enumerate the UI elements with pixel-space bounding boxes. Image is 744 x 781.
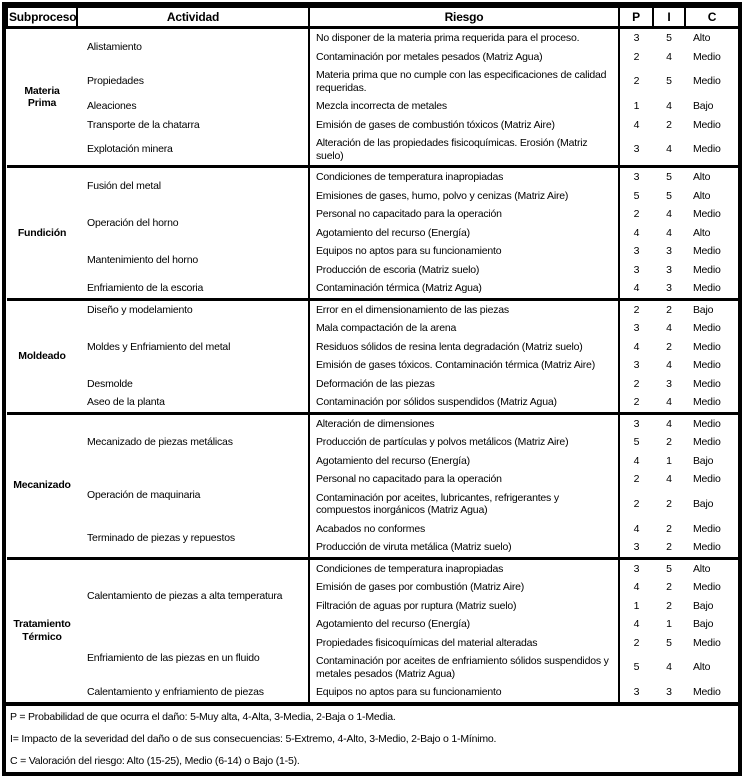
- c-value-cell: Bajo: [693, 454, 714, 467]
- c-value-cell: Medio: [693, 417, 721, 430]
- c-value-cell: Alto: [693, 171, 711, 183]
- actividad-cell: Explotación minera: [77, 134, 309, 167]
- c-value-cell: Medio: [693, 436, 721, 448]
- risk-row: [7, 167, 739, 187]
- riesgo-cell: Propiedades fisicoquímicas del material alteradas: [309, 634, 619, 653]
- i-value-cell: 4: [666, 208, 672, 220]
- i-value-cell: 5: [666, 75, 672, 88]
- p-value-cell: 4: [633, 118, 640, 131]
- riesgo-cell: Emisiones de gases, humo, polvo y cenizas (Matriz Aire): [309, 187, 619, 206]
- riesgo-cell: Error en el dimensionamiento de las piezas: [309, 299, 619, 319]
- p-value-cell: 3: [633, 143, 640, 156]
- i-value-cell: 4: [666, 322, 672, 334]
- c-value-cell: Medio: [693, 50, 721, 63]
- riesgo-cell: Mezcla incorrecta de metales: [309, 97, 619, 116]
- actividad-cell: Moldes y Enfriamiento del metal: [77, 319, 309, 375]
- actividad-cell: Diseño y modelamiento: [77, 299, 309, 319]
- i-value-cell: 3: [666, 263, 672, 276]
- riesgo-cell: Producción de viruta metálica (Matriz suelo): [309, 538, 619, 558]
- risk-table-frame: [2, 2, 742, 776]
- i-value-cell: 2: [666, 303, 672, 316]
- footnote-p: P = Probabilidad de que ocurra el daño: 5-Muy alta, 4-Alta, 3-Media, 2-Baja o 1-Media.: [10, 710, 396, 723]
- p-value-cell: 4: [633, 454, 640, 467]
- c-value-cell: Medio: [693, 541, 721, 553]
- c-value-cell: Alto: [693, 189, 711, 202]
- p-value-cell: 3: [633, 32, 640, 44]
- i-value-cell: 5: [666, 32, 672, 44]
- c-value-cell: Medio: [693, 245, 721, 257]
- riesgo-cell: Alteración de dimensiones: [309, 413, 619, 433]
- i-value-cell: 4: [666, 661, 672, 674]
- i-value-cell: 2: [666, 541, 672, 553]
- p-value-cell: 2: [633, 377, 640, 390]
- p-value-cell: 2: [633, 473, 640, 485]
- c-value-cell: Bajo: [693, 100, 714, 112]
- i-value-cell: 3: [666, 377, 672, 390]
- riesgo-cell: Personal no capacitado para la operación: [309, 205, 619, 224]
- i-value-cell: 4: [666, 396, 672, 408]
- footnote-c: C = Valoración del riesgo: Alto (15-25), Medio (6-14) o Bajo (1-5).: [10, 754, 300, 767]
- c-value-cell: Medio: [693, 522, 721, 535]
- subproceso-cell: Moldeado: [18, 349, 66, 362]
- riesgo-cell: Contaminación por aceites, lubricantes, refrigerantes y compuestos inorgánicos (Matriz Agua): [309, 489, 619, 520]
- c-value-cell: Medio: [693, 263, 721, 276]
- section-mecanizado: [7, 413, 739, 558]
- c-value-cell: Medio: [693, 377, 721, 390]
- c-value-cell: Medio: [693, 322, 721, 334]
- c-value-cell: Bajo: [693, 599, 714, 612]
- actividad-cell: Operación de maquinaria: [77, 470, 309, 520]
- risk-row: [7, 520, 739, 539]
- risk-row: [7, 66, 739, 97]
- i-value-cell: 2: [666, 599, 672, 612]
- i-value-cell: 2: [666, 522, 672, 535]
- riesgo-cell: Contaminación térmica (Matriz Agua): [309, 279, 619, 299]
- p-value-cell: 2: [633, 396, 640, 408]
- subproceso-cell: Mecanizado: [13, 479, 71, 492]
- c-value-cell: Alto: [693, 661, 711, 674]
- actividad-cell: Aseo de la planta: [77, 393, 309, 413]
- c-value-cell: Medio: [693, 75, 721, 88]
- actividad-cell: Aleaciones: [77, 97, 309, 116]
- risk-row: [7, 116, 739, 135]
- riesgo-cell: Mala compactación de la arena: [309, 319, 619, 338]
- p-value-cell: 2: [633, 50, 640, 63]
- i-value-cell: 2: [666, 581, 672, 593]
- i-value-cell: 4: [666, 417, 672, 430]
- actividad-cell: Alistamiento: [77, 28, 309, 67]
- p-value-cell: 3: [633, 417, 640, 430]
- i-value-cell: 4: [666, 50, 672, 63]
- col-header-i: I: [653, 7, 685, 28]
- actividad-cell: Mecanizado de piezas metálicas: [77, 413, 309, 470]
- riesgo-cell: Equipos no aptos para su funcionamiento: [309, 242, 619, 261]
- p-value-cell: 2: [633, 75, 640, 88]
- risk-row: [7, 393, 739, 413]
- riesgo-cell: Deformación de las piezas: [309, 375, 619, 394]
- section-materia-prima: [7, 28, 739, 167]
- c-value-cell: Medio: [693, 473, 721, 485]
- riesgo-cell: Contaminación por sólidos suspendidos (Matriz Agua): [309, 393, 619, 413]
- p-value-cell: 5: [633, 189, 640, 202]
- c-value-cell: Medio: [693, 143, 721, 156]
- riesgo-cell: Equipos no aptos para su funcionamiento: [309, 683, 619, 702]
- col-header-subproceso: Subproceso: [7, 7, 77, 28]
- risk-row: [7, 242, 739, 261]
- i-value-cell: 3: [666, 245, 672, 257]
- p-value-cell: 5: [633, 436, 640, 448]
- riesgo-cell: Personal no capacitado para la operación: [309, 470, 619, 489]
- risk-row: [7, 413, 739, 433]
- p-value-cell: 4: [633, 282, 640, 294]
- riesgo-cell: Emisión de gases tóxicos. Contaminación térmica (Matriz Aire): [309, 356, 619, 375]
- actividad-cell: Calentamiento y enfriamiento de piezas: [77, 683, 309, 702]
- p-value-cell: 4: [633, 618, 640, 630]
- riesgo-cell: Alteración de las propiedades fisicoquímicas. Erosión (Matriz suelo): [309, 134, 619, 167]
- i-value-cell: 2: [666, 340, 672, 353]
- c-value-cell: Bajo: [693, 497, 714, 510]
- c-value-cell: Alto: [693, 562, 711, 575]
- i-value-cell: 3: [666, 686, 672, 698]
- riesgo-cell: Condiciones de temperatura inapropiadas: [309, 558, 619, 578]
- risk-row: [7, 97, 739, 116]
- p-value-cell: 2: [633, 208, 640, 220]
- c-value-cell: Bajo: [693, 618, 714, 630]
- riesgo-cell: Contaminación por aceites de enfriamiento sólidos suspendidos y metales pesados (Matriz Agua): [309, 652, 619, 683]
- riesgo-cell: Contaminación por metales pesados (Matriz Agua): [309, 48, 619, 67]
- actividad-cell: Enfriamiento de la escoria: [77, 279, 309, 299]
- section-tratamiento-termico: [7, 558, 739, 702]
- c-value-cell: Medio: [693, 581, 721, 593]
- p-value-cell: 4: [633, 581, 640, 593]
- i-value-cell: 4: [666, 359, 672, 371]
- risk-row: [7, 319, 739, 338]
- i-value-cell: 5: [666, 189, 672, 202]
- risk-row: [7, 470, 739, 489]
- risk-row: [7, 299, 739, 319]
- p-value-cell: 3: [633, 359, 640, 371]
- header-row: [7, 7, 739, 28]
- p-value-cell: 5: [633, 661, 640, 674]
- i-value-cell: 1: [666, 618, 672, 630]
- risk-row: [7, 134, 739, 167]
- c-value-cell: Alto: [693, 32, 711, 44]
- subproceso-cell: Tratamiento Térmico: [13, 618, 71, 643]
- risk-row: [7, 558, 739, 578]
- i-value-cell: 2: [666, 118, 672, 131]
- actividad-cell: Propiedades: [77, 66, 309, 97]
- risk-row: [7, 683, 739, 702]
- p-value-cell: 3: [633, 171, 640, 183]
- riesgo-cell: Filtración de aguas por ruptura (Matriz suelo): [309, 597, 619, 616]
- c-value-cell: Medio: [693, 208, 721, 220]
- col-header-p: P: [619, 7, 653, 28]
- p-value-cell: 4: [633, 340, 640, 353]
- i-value-cell: 5: [666, 171, 672, 183]
- c-value-cell: Medio: [693, 686, 721, 698]
- actividad-cell: Mantenimiento del horno: [77, 242, 309, 279]
- actividad-cell: Transporte de la chatarra: [77, 116, 309, 135]
- i-value-cell: 2: [666, 497, 672, 510]
- risk-row: [7, 279, 739, 299]
- risk-row: [7, 375, 739, 394]
- col-header-c: C: [685, 7, 739, 28]
- risk-row: [7, 28, 739, 48]
- p-value-cell: 1: [633, 100, 640, 112]
- riesgo-cell: Agotamiento del recurso (Energía): [309, 615, 619, 634]
- p-value-cell: 3: [633, 562, 640, 575]
- subproceso-cell: Fundición: [17, 226, 67, 239]
- c-value-cell: Medio: [693, 118, 721, 131]
- subproceso-cell: Materia Prima: [24, 84, 60, 109]
- section-moldeado: [7, 299, 739, 413]
- c-value-cell: Medio: [693, 359, 721, 371]
- actividad-cell: Fusión del metal: [77, 167, 309, 206]
- risk-row: [7, 205, 739, 224]
- legend: [6, 702, 738, 781]
- i-value-cell: 3: [666, 282, 672, 294]
- p-value-cell: 3: [633, 263, 640, 276]
- i-value-cell: 5: [666, 562, 672, 575]
- i-value-cell: 4: [666, 473, 672, 485]
- risk-row: [7, 634, 739, 653]
- c-value-cell: Medio: [693, 396, 721, 408]
- c-value-cell: Bajo: [693, 303, 714, 316]
- c-value-cell: Medio: [693, 636, 721, 649]
- riesgo-cell: Emisión de gases de combustión tóxicos (Matriz Aire): [309, 116, 619, 135]
- p-value-cell: 3: [633, 541, 640, 553]
- riesgo-cell: Residuos sólidos de resina lenta degradación (Matriz suelo): [309, 338, 619, 357]
- i-value-cell: 4: [666, 100, 672, 112]
- table-header: [7, 7, 739, 28]
- i-value-cell: 5: [666, 636, 672, 649]
- riesgo-cell: Agotamiento del recurso (Energía): [309, 224, 619, 243]
- p-value-cell: 3: [633, 245, 640, 257]
- riesgo-cell: Acabados no conformes: [309, 520, 619, 539]
- c-value-cell: Medio: [693, 340, 721, 353]
- actividad-cell: Operación del horno: [77, 205, 309, 242]
- i-value-cell: 4: [666, 143, 672, 156]
- riesgo-cell: Producción de escoria (Matriz suelo): [309, 261, 619, 280]
- riesgo-cell: Emisión de gases por combustión (Matriz Aire): [309, 578, 619, 597]
- riesgo-cell: Materia prima que no cumple con las especificaciones de calidad requeridas.: [309, 66, 619, 97]
- p-value-cell: 3: [633, 686, 640, 698]
- section-fundicion: [7, 167, 739, 300]
- p-value-cell: 4: [633, 522, 640, 535]
- c-value-cell: Medio: [693, 282, 721, 294]
- footnote-i: I= Impacto de la severidad del daño o de sus consecuencias: 5-Extremo, 4-Alto, 3-Medio, 2-Bajo o 1-Mínimo.: [10, 732, 497, 745]
- risk-matrix-table: [6, 6, 740, 702]
- i-value-cell: 2: [666, 436, 672, 448]
- p-value-cell: 2: [633, 497, 640, 510]
- col-header-actividad: Actividad: [77, 7, 309, 28]
- actividad-cell: Calentamiento de piezas a alta temperatura: [77, 558, 309, 634]
- actividad-cell: Desmolde: [77, 375, 309, 394]
- p-value-cell: 2: [633, 636, 640, 649]
- actividad-cell: Enfriamiento de las piezas en un fluido: [77, 634, 309, 684]
- p-value-cell: 2: [633, 303, 640, 316]
- p-value-cell: 1: [633, 599, 640, 612]
- actividad-cell: Terminado de piezas y repuestos: [77, 520, 309, 559]
- riesgo-cell: Agotamiento del recurso (Energía): [309, 452, 619, 471]
- p-value-cell: 3: [633, 322, 640, 334]
- c-value-cell: Alto: [693, 226, 711, 239]
- riesgo-cell: Producción de partículas y polvos metálicos (Matriz Aire): [309, 433, 619, 452]
- i-value-cell: 1: [666, 454, 672, 467]
- i-value-cell: 4: [666, 226, 672, 239]
- riesgo-cell: No disponer de la materia prima requerida para el proceso.: [309, 28, 619, 48]
- riesgo-cell: Condiciones de temperatura inapropiadas: [309, 167, 619, 187]
- col-header-riesgo: Riesgo: [309, 7, 619, 28]
- p-value-cell: 4: [633, 226, 640, 239]
